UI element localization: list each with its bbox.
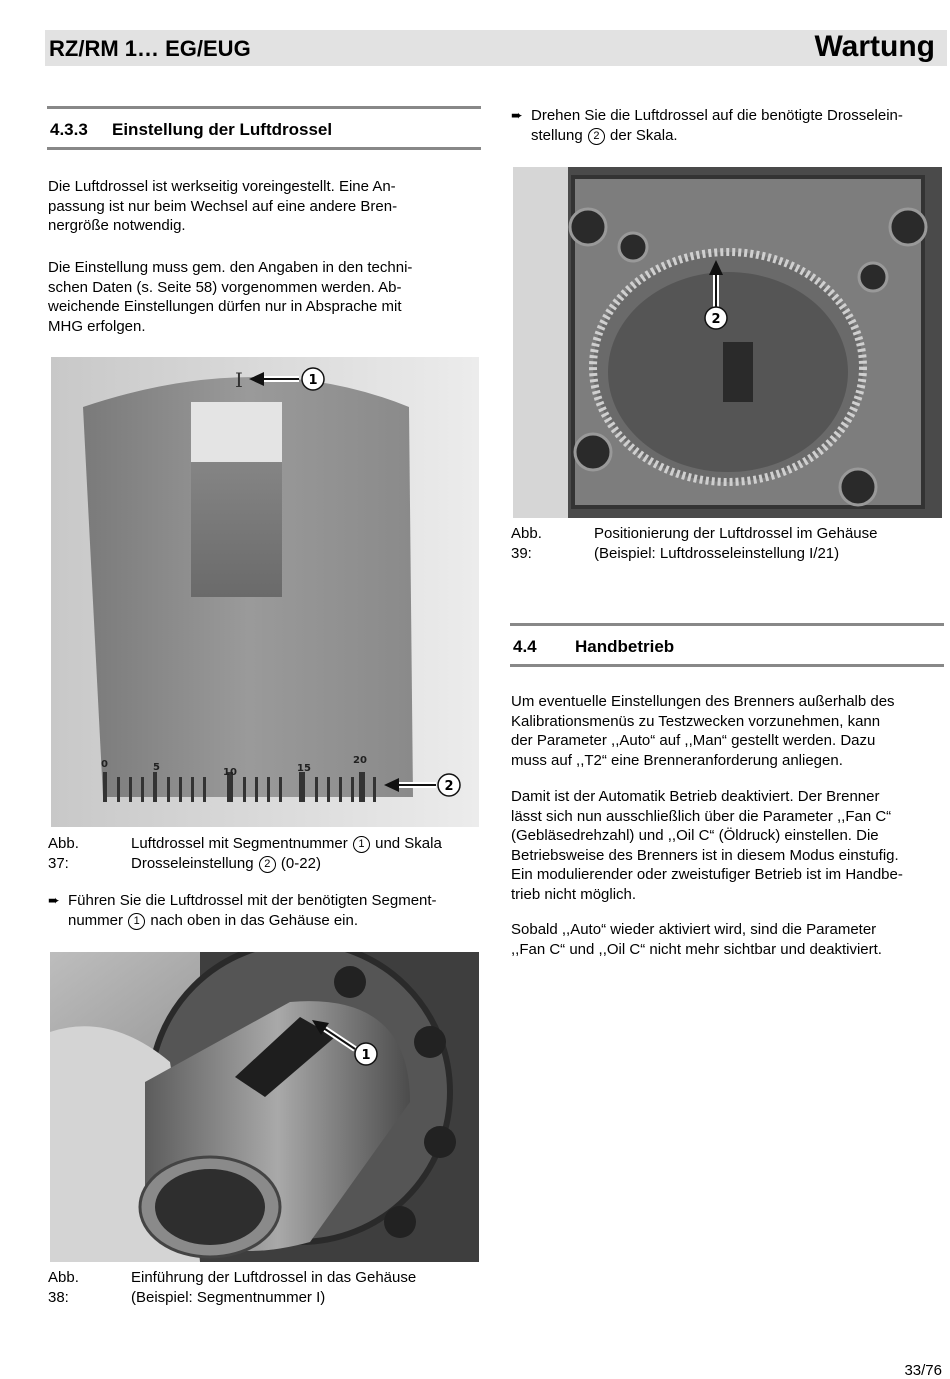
section-title: Handbetrieb: [575, 637, 675, 656]
page-number: 33/76: [904, 1362, 942, 1379]
manual-mode-paragraph-3: Sobald ,,Auto“ wieder aktiviert wird, sind die Parameter ,,Fan C“ und ,,Oil C“ nicht mehr sichtbar und deaktiviert.: [511, 921, 882, 958]
section-heading-433: [47, 106, 481, 150]
section-title: Einstellung der Luftdrossel: [112, 120, 333, 139]
scale-label-0: 0: [101, 759, 108, 770]
marker-2-icon: 2: [259, 856, 276, 873]
segment-mark: I: [235, 368, 243, 392]
section-number: 4.3.3: [50, 120, 88, 139]
step-text: Drehen Sie die Luftdrossel auf die benötigte Drosselein- stellung 2 der Skala.: [531, 107, 903, 144]
section-heading-44: [510, 623, 944, 667]
luftdrossel-photo: [51, 357, 479, 827]
scale-label-10: 10: [223, 767, 237, 778]
settings-paragraph: Die Einstellung muss gem. den Angaben in den techni- schen Daten (s. Seite 58) vorgenommen werden. Ab- weichende Einstellungen dürfen nur in Absprache mit MHG erfolgen.: [48, 259, 413, 335]
step-arrow-icon: ➨: [48, 892, 60, 908]
caption-text: Luftdrossel mit Segmentnummer 1 und Skala Drosseleinstellung 2 (0-22): [131, 835, 442, 872]
model-title: RZ/RM 1… EG/EUG: [49, 36, 251, 61]
insertion-photo: [50, 952, 479, 1262]
caption-text: Einführung der Luftdrossel in das Gehäuse (Beispiel: Segmentnummer I): [131, 1269, 417, 1306]
page-header: [45, 30, 947, 66]
marker-2-icon: 2: [588, 128, 605, 145]
caption-label: Abb. 37:: [48, 835, 79, 872]
svg-text:2: 2: [444, 779, 454, 794]
section-number: 4.4: [513, 637, 537, 656]
marker-1-icon: 1: [353, 836, 370, 853]
manual-mode-paragraph-1: Um eventuelle Einstellungen des Brenners außerhalb des Kalibrationsmenüs zu Testzwecken vorzunehmen, kann der Parameter ,,Auto“ auf ,,Man“ gestellt werden. Dazu muss auf ,,T2“ eine Brenneranforderung anliegen.: [511, 693, 895, 769]
caption-text: Positionierung der Luftdrossel im Gehäuse (Beispiel: Luftdrosseleinstellung I/21): [594, 525, 878, 562]
intro-paragraph: Die Luftdrossel ist werkseitig voreingestellt. Eine An- passung ist nur beim Wechsel auf eine andere Bren- nergröße notwendig.: [48, 178, 398, 234]
svg-text:2: 2: [711, 312, 721, 327]
chapter-title: Wartung: [814, 30, 935, 63]
scale-label-20: 20: [353, 755, 367, 766]
svg-text:1: 1: [308, 373, 318, 388]
caption-label: Abb. 38:: [48, 1269, 79, 1306]
svg-text:1: 1: [361, 1048, 371, 1063]
scale-label-15: 15: [297, 763, 311, 774]
housing-photo: [513, 167, 942, 518]
manual-mode-paragraph-2: Damit ist der Automatik Betrieb deaktiviert. Der Brenner lässt sich nun ausschließlich über die Parameter ,,Fan C“ (Gebläsedrehzahl) und ,,Oil C“ (Öldruck) einstellen. Die Betriebsweise des Brenners ist in diesem Modus einstufig. Ein modulierender oder zweistufiger Betrieb ist im Handbe- trieb nicht möglich.: [511, 788, 903, 903]
caption-label: Abb. 39:: [511, 525, 542, 562]
marker-1-icon: 1: [128, 913, 145, 930]
scale-label-5: 5: [153, 762, 160, 773]
step-arrow-icon: ➨: [511, 107, 523, 123]
step-text: Führen Sie die Luftdrossel mit der benötigten Segment- nummer 1 nach oben in das Gehäuse ein.: [68, 892, 437, 929]
